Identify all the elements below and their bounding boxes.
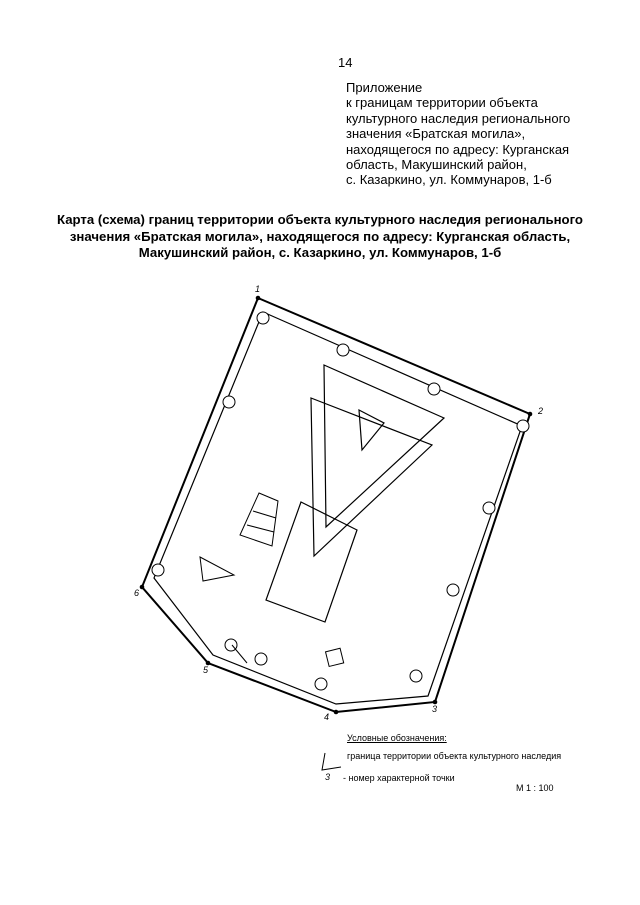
appendix-line: Приложение: [346, 80, 423, 95]
memorial-plate: [240, 493, 278, 546]
legend-title: Условные обозначения:: [347, 733, 447, 743]
memorial-plate-divider: [247, 525, 274, 532]
small-plate: [326, 648, 344, 666]
monument-inner-triangle: [359, 410, 384, 450]
boundary-point-1: [256, 296, 261, 301]
point-label-4: 4: [324, 712, 330, 722]
monument-triangle: [324, 365, 444, 527]
page-number: 14: [338, 55, 353, 70]
territory-boundary: [142, 298, 530, 712]
appendix-line: к границам территории объекта: [346, 95, 538, 111]
point-label-6: 6: [134, 588, 140, 598]
fence-post: [315, 678, 327, 690]
fence-post: [152, 564, 164, 576]
boundary-point-6: [140, 585, 145, 590]
map-title-line: значения «Братская могила», находящегося по адресу: Курганская область,: [69, 228, 571, 244]
fence-post: [483, 502, 495, 514]
appendix-line: область, Макушинский район,: [346, 157, 527, 173]
point-label-1: 1: [255, 284, 261, 294]
pedestal: [266, 502, 357, 622]
appendix-line: с. Казаркино, ул. Коммунаров, 1-б: [346, 172, 552, 188]
appendix-line: находящегося по адресу: Курганская: [346, 141, 570, 157]
fence-post: [447, 584, 459, 596]
appendix-line: значения «Братская могила»,: [346, 126, 526, 142]
fence-post: [410, 670, 422, 682]
point-label-5: 5: [203, 665, 209, 675]
fence-post: [255, 653, 267, 665]
map-title-line: Карта (схема) границ территории объекта культурного наследия регионального: [57, 212, 583, 227]
fence-posts: [152, 312, 529, 690]
memorial-plates: [240, 493, 278, 546]
map-scale: М 1 : 100: [516, 783, 554, 793]
stele-triangle: [311, 398, 432, 556]
appendix-line: культурного наследия регионального: [346, 110, 571, 126]
legend-point-symbol: 3: [325, 772, 331, 782]
point-label-2: 2: [538, 406, 544, 416]
fence-post: [517, 420, 529, 432]
fence-post: [337, 344, 349, 356]
fence-post: [223, 396, 235, 408]
legend-boundary-label: граница территории объекта культурного наследия: [347, 751, 562, 761]
boundary-point-4: [334, 710, 339, 715]
fence-post: [428, 383, 440, 395]
boundary-point-2: [528, 412, 533, 417]
fence-post: [257, 312, 269, 324]
map-title-line: Макушинский район, с. Казаркино, ул. Коммунаров, 1-б: [138, 245, 502, 260]
side-plate: [200, 557, 234, 581]
legend-boundary-symbol: [322, 753, 341, 770]
memorial-plate-divider: [253, 511, 276, 518]
legend-point-label: - номер характерной точки: [343, 773, 455, 783]
boundary-tick: [232, 645, 247, 663]
point-label-3: 3: [432, 704, 438, 714]
